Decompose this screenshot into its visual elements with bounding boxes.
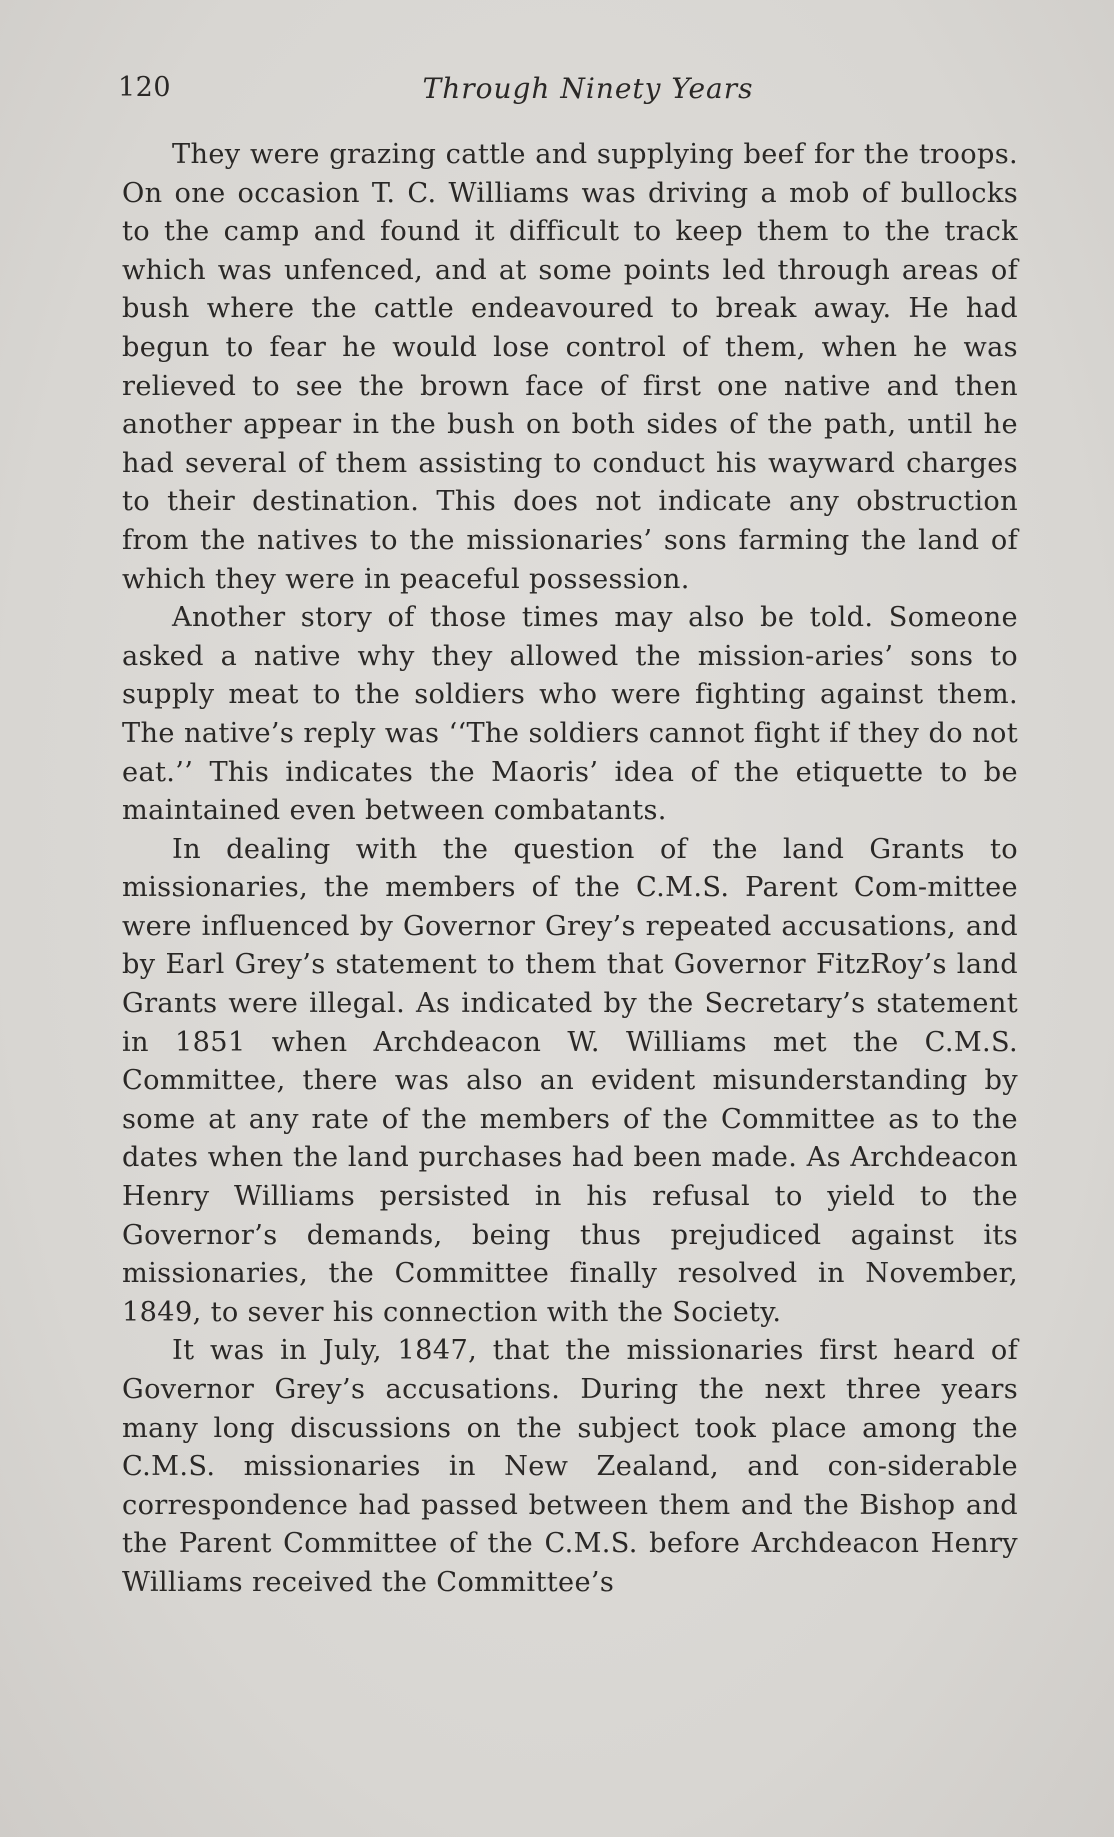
paragraph-1: They were grazing cattle and supplying beef for the troops. On one occasion T. C. Williams was driving a mob of bullocks to the camp and found it difficult to keep them to the track which was unfenced, and at some points led through areas of bush where the cattle endeavoured to break away. He had begun to fear he would lose control of them, when he was relieved to see the brown face of first one native and then another appear in the bush on both sides of the path, until he had several of them assisting to conduct his wayward charges to their destination. This does not indicate any obstruction from the natives to the missionaries’ sons farming the land of which they were in peaceful possession.: [122, 139, 1018, 595]
paragraph-4: It was in July, 1847, that the missionaries first heard of Governor Grey’s accusations. During the next three years many long discussions on the subject took place among the C.M.S. missionaries in New Zealand, and con-siderable correspondence had passed between them and the Bishop and the Parent Committee of the C.M.S. before Archdeacon Henry Williams received the Committee’s: [122, 1335, 1018, 1598]
running-head: [118, 72, 1028, 112]
running-title: Through Ninety Years: [422, 72, 754, 105]
paragraph-3: In dealing with the question of the land Grants to missionaries, the members of the C.M.S. Parent Com-mittee were influenced by Governor Grey’s repeated accusations, and by Earl Grey’s statement to them that Governor FitzRoy’s land Grants were illegal. As indicated by the Secretary’s statement in 1851 when Archdeacon W. Williams met the C.M.S. Committee, there was also an evident misunderstanding by some at any rate of the members of the Committee as to the dates when the land purchases had been made. As Archdeacon Henry Williams persisted in his refusal to yield to the Governor’s demands, being thus prejudiced against its missionaries, the Committee finally resolved in November, 1849, to sever his connection with the Society.: [122, 833, 1018, 1328]
page-number: 120: [118, 72, 172, 103]
body-text: [122, 136, 1018, 1603]
paragraph-2: Another story of those times may also be told. Someone asked a native why they allowed the mission-aries’ sons to supply meat to the soldiers who were fighting against them. The native’s reply was ‘‘The soldiers cannot fight if they do not eat.’’ This indicates the Maoris’ idea of the etiquette to be maintained even between combatants.: [122, 602, 1018, 827]
